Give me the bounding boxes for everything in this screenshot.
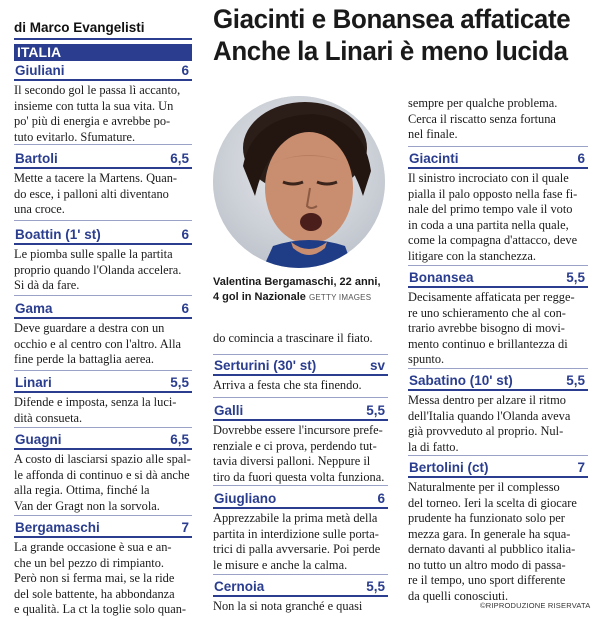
player-comment (213, 511, 388, 573)
player-name: Bartoli (15, 151, 58, 166)
comment-line: renziale e ci prova, perdendo tut- (213, 438, 377, 453)
comment-line: pialla il palo opposto nella fase fi- (408, 186, 578, 201)
divider (213, 574, 388, 575)
comment-line: Messa dentro per alzare il ritmo (408, 393, 566, 407)
comment-line: nale del primo tempo vale il voto (408, 202, 573, 216)
divider (14, 144, 192, 145)
rating-card-giuliani (14, 62, 192, 145)
comment-line: alla regia. Ottima, finché la (14, 483, 150, 497)
comment-line: Difende e imposta, senza la luci- (14, 395, 177, 409)
continued-text (213, 331, 388, 347)
comment-line: proprio quando l'Olanda accelera. (14, 262, 182, 277)
rating-card-galli (213, 402, 388, 485)
player-comment (213, 423, 388, 485)
player-name: Bertolini (ct) (409, 460, 489, 475)
comment-line: del sole battente, ha abbondanza (14, 586, 175, 601)
rating-card-serturini (213, 357, 388, 394)
photo-credit: GETTY IMAGES (308, 293, 372, 302)
player-grade: 6 (181, 301, 189, 316)
player-grade: 5,5 (566, 270, 585, 285)
divider (213, 354, 388, 355)
player-grade: sv (369, 358, 385, 373)
comment-line: Van der Gragt non la sorvola. (14, 498, 160, 513)
rating-card-linari (14, 374, 192, 426)
player-name: Gama (15, 301, 53, 316)
right-continuation (408, 94, 588, 143)
comment-line: trario avrebbe bisogno di movi- (408, 321, 565, 335)
comment-line: dell'Italia quando l'Olanda aveva (408, 408, 571, 423)
player-photo (213, 96, 385, 268)
player-grade: 7 (181, 520, 189, 535)
comment-line: Apprezzabile la prima metà della (213, 511, 378, 525)
player-comment (14, 247, 192, 294)
player-comment (408, 393, 588, 455)
player-grade: 6 (577, 151, 585, 166)
copyright-notice: ©RIPRODUZIONE RISERVATA (480, 601, 591, 610)
comment-line: re il tempo, uno sport differente (408, 573, 566, 587)
divider (14, 295, 192, 296)
player-grade: 6 (181, 63, 189, 78)
player-grade: 6,5 (170, 432, 189, 447)
rating-card-gama (14, 300, 192, 368)
rating-card-boattin (14, 226, 192, 294)
comment-line: A costo di lasciarsi spazio alle spal- (14, 452, 191, 466)
player-grade: 7 (577, 460, 585, 475)
comment-line: litigare con la stanchezza. (408, 248, 536, 263)
headline-line-1: Giacinti e Bonansea affaticate (213, 4, 571, 34)
player-name: Boattin (1' st) (15, 227, 101, 242)
comment-line: spunto. (408, 352, 445, 366)
comment-line: tiro da fuori questa volta funziona. (213, 469, 385, 484)
comment-line: la di fatto. (408, 439, 459, 454)
middle-continuation (213, 329, 388, 347)
player-name: Bergamaschi (15, 520, 100, 535)
divider (408, 368, 588, 369)
rating-card-sabatino (408, 372, 588, 455)
comment-line: insieme con tutta la sua vita. Un (14, 98, 174, 113)
comment-line: nel finale. (408, 127, 458, 141)
author-byline: di Marco Evangelisti (14, 20, 192, 40)
player-grade: 5,5 (366, 403, 385, 418)
comment-line: do esce, i palloni alti diventano (14, 186, 169, 201)
comment-line: che un bel pezzo di rimpianto. (14, 555, 165, 570)
comment-line: fine perde la battaglia aerea. (14, 352, 154, 366)
comment-line: Si dà da fare. (14, 278, 80, 292)
player-name: Giacinti (409, 151, 459, 166)
divider (408, 146, 588, 147)
comment-line: mento continuo e brillantezza di (408, 336, 568, 351)
comment-line: Dovrebbe essere l'incursore prefe- (213, 423, 383, 437)
comment-line: come la compagna d'attacco, deve (408, 233, 578, 247)
rating-card-giacinti (408, 150, 588, 264)
player-name: Bonansea (409, 270, 474, 285)
player-comment (14, 395, 192, 426)
player-name: Linari (15, 375, 52, 390)
divider (14, 515, 192, 516)
comment-line: po' più di energia e avrebbe po- (14, 114, 171, 128)
comment-line: Arriva a festa che sta finendo. (213, 378, 362, 392)
comment-line: le misure e anche la calma. (213, 557, 348, 572)
comment-line: dernato davanti al pubblico italia- (408, 542, 576, 556)
player-grade: 6,5 (170, 151, 189, 166)
rating-card-bonansea (408, 269, 588, 368)
comment-line: Decisamente affaticata per regge- (408, 290, 575, 304)
player-comment (14, 452, 192, 514)
player-name: Giuliani (15, 63, 65, 78)
caption-line-1: Valentina Bergamaschi, 22 anni, (213, 276, 381, 288)
photo-caption (213, 275, 393, 305)
player-grade: 5,5 (566, 373, 585, 388)
player-comment (408, 171, 588, 264)
player-comment (408, 290, 588, 368)
player-comment (14, 540, 192, 617)
player-comment (213, 599, 388, 615)
player-name: Cernoia (214, 579, 265, 594)
rating-card-cernoia (213, 578, 388, 615)
continued-text (408, 96, 588, 143)
divider (14, 427, 192, 428)
comment-line: mezza gara. In generale ha squa- (408, 526, 571, 541)
divider (408, 455, 588, 456)
comment-line: partita in interdizione sulle porta- (213, 526, 379, 541)
comment-line: no tutto un altro modo di passa- (408, 557, 566, 572)
player-name: Giugliano (214, 491, 277, 506)
comment-line: Cerca il riscatto senza fortuna (408, 111, 556, 126)
player-name: Serturini (30' st) (214, 358, 317, 373)
comment-line: Naturalmente per il complesso (408, 480, 560, 494)
comment-line: da quelli conosciuti. (408, 588, 509, 603)
portrait-illustration (213, 96, 385, 268)
caption-line-2: 4 gol in Nazionale (213, 291, 306, 303)
comment-line: una croce. (14, 202, 65, 216)
comment-line: già provveduto al proprio. Nul- (408, 424, 564, 438)
player-name: Sabatino (10' st) (409, 373, 513, 388)
rating-card-giugliano (213, 490, 388, 573)
comment-line: le affonda di continuo e si dà anche (14, 467, 190, 482)
rating-card-guagni (14, 431, 192, 514)
comment-line: sempre per qualche problema. (408, 96, 558, 110)
rating-card-bartoli (14, 150, 192, 218)
team-label: ITALIA (14, 44, 192, 61)
player-comment (408, 480, 588, 604)
player-grade: 5,5 (366, 579, 385, 594)
comment-line: occhio e al centro con l'altro. Alla (14, 336, 182, 351)
divider (213, 485, 388, 486)
comment-line: Deve guardare a destra con un (14, 321, 165, 335)
player-comment (14, 83, 192, 145)
comment-line: Il sinistro incrociato con il quale (408, 171, 569, 185)
player-comment (213, 378, 388, 394)
rating-card-bergamaschi (14, 519, 192, 617)
comment-line: Però non si ferma mai, se la ride (14, 571, 175, 585)
comment-line: prudente ha funzionato solo per (408, 511, 565, 525)
player-name: Galli (214, 403, 244, 418)
comment-line: e qualità. La ct la toglie solo quan- (14, 602, 187, 616)
player-grade: 6 (181, 227, 189, 242)
player-grade: 5,5 (170, 375, 189, 390)
comment-line: do comincia a trascinare il fiato. (213, 331, 373, 345)
divider (408, 265, 588, 266)
comment-line: in coda a una partita nella quale, (408, 217, 569, 232)
comment-line: del torneo. Ieri la scelta di giocare (408, 495, 577, 510)
player-comment (14, 171, 192, 218)
comment-line: La grande occasione è sua e an- (14, 540, 172, 554)
comment-line: tuto evitarlo. Sfumature. (14, 129, 136, 144)
headline-line-2: Anche la Linari è meno lucida (213, 36, 568, 66)
divider (14, 370, 192, 371)
comment-line: Le piomba sulle spalle la partita (14, 247, 173, 261)
comment-line: trici di palla avversarie. Poi perde (213, 542, 381, 556)
player-comment (14, 321, 192, 368)
rating-card-bertolini (408, 459, 588, 604)
comment-line: Non la si nota granché e quasi (213, 599, 363, 613)
divider (14, 220, 192, 221)
headline (213, 3, 583, 67)
divider (213, 397, 388, 398)
comment-line: Il secondo gol le passa lì accanto, (14, 83, 181, 97)
player-grade: 6 (377, 491, 385, 506)
comment-line: dità consueta. (14, 410, 83, 425)
comment-line: Mette a tacere la Martens. Quan- (14, 171, 178, 185)
comment-line: re uno schieramento che al con- (408, 305, 566, 320)
player-name: Guagni (15, 432, 62, 447)
comment-line: tavia diversi palloni. Neppure il (213, 454, 371, 468)
